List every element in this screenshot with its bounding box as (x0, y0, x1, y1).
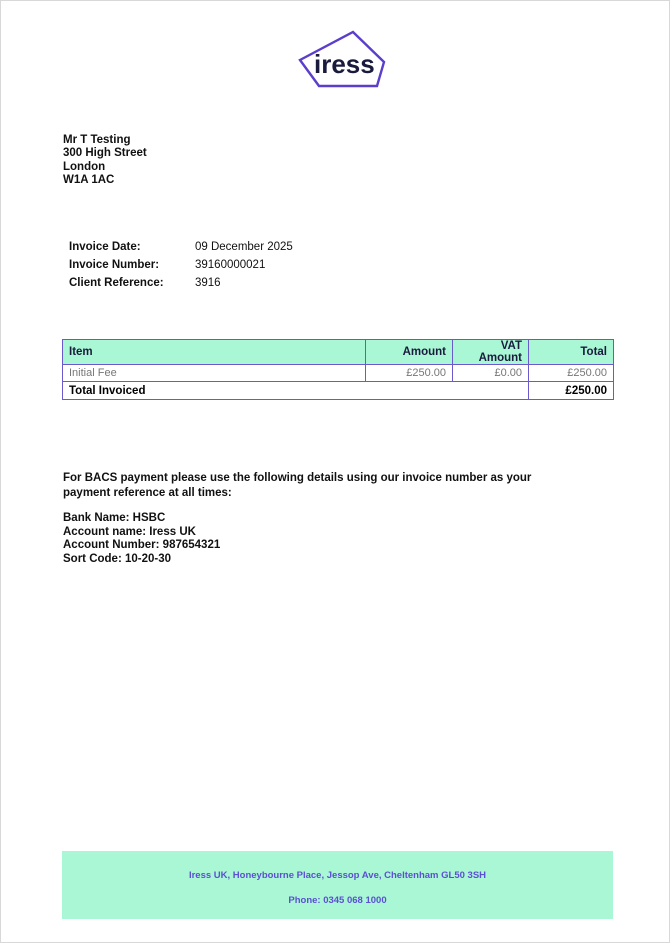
address-line: London (63, 160, 106, 173)
client-reference-value: 3916 (195, 277, 221, 289)
invoice-line-items-table (62, 339, 614, 400)
cell-item: Initial Fee (63, 365, 366, 382)
table-header (63, 340, 614, 365)
account-number-line: Account Number: 987654321 (63, 539, 221, 552)
table-body (63, 365, 614, 400)
invoice-number-label: Invoice Number: (69, 259, 160, 271)
column-header-amount: Amount (366, 340, 453, 365)
column-header-vat-amount: VAT Amount (453, 340, 529, 365)
address-line: W1A 1AC (63, 174, 115, 187)
address-line: 300 High Street (63, 147, 147, 160)
footer-company-address: Iress UK, Honeybourne Place, Jessop Ave, Cheltenham GL50 3SH (188, 870, 487, 881)
bank-name-line: Bank Name: HSBC (63, 512, 166, 524)
total-invoiced-value: £250.00 (529, 382, 614, 400)
bank-details-block (63, 512, 220, 566)
sort-code-line: Sort Code: 10-20-30 (63, 552, 172, 565)
table-header-row (63, 340, 614, 365)
cell-amount: £250.00 (366, 365, 453, 382)
invoice-number-value: 39160000021 (195, 259, 266, 271)
account-name-line: Account name: Iress UK (63, 525, 196, 538)
invoice-date-label: Invoice Date: (69, 241, 141, 253)
total-invoiced-label: Total Invoiced (63, 382, 529, 400)
logo-wordmark: iress (314, 49, 375, 79)
table-row (63, 365, 614, 382)
column-header-item: Item (63, 340, 366, 365)
invoice-number-row (69, 256, 293, 274)
recipient-address (63, 134, 147, 188)
column-header-total: Total (529, 340, 614, 365)
invoice-date-row (69, 238, 293, 256)
client-reference-label: Client Reference: (69, 277, 164, 289)
invoice-meta-block (69, 238, 293, 292)
table-total-row (63, 382, 614, 400)
address-line: Mr T Testing (63, 134, 131, 146)
logo-pentagon-icon (297, 29, 389, 91)
iress-logo (297, 29, 389, 91)
page-footer (62, 851, 613, 919)
client-reference-row (69, 274, 293, 292)
bacs-instructions: For BACS payment please use the following details using our invoice number as your payment reference at all times: (63, 472, 532, 499)
cell-vat-amount: £0.00 (453, 365, 529, 382)
invoice-date-value: 09 December 2025 (195, 241, 293, 253)
cell-total: £250.00 (529, 365, 614, 382)
footer-phone: Phone: 0345 068 1000 (288, 895, 387, 906)
